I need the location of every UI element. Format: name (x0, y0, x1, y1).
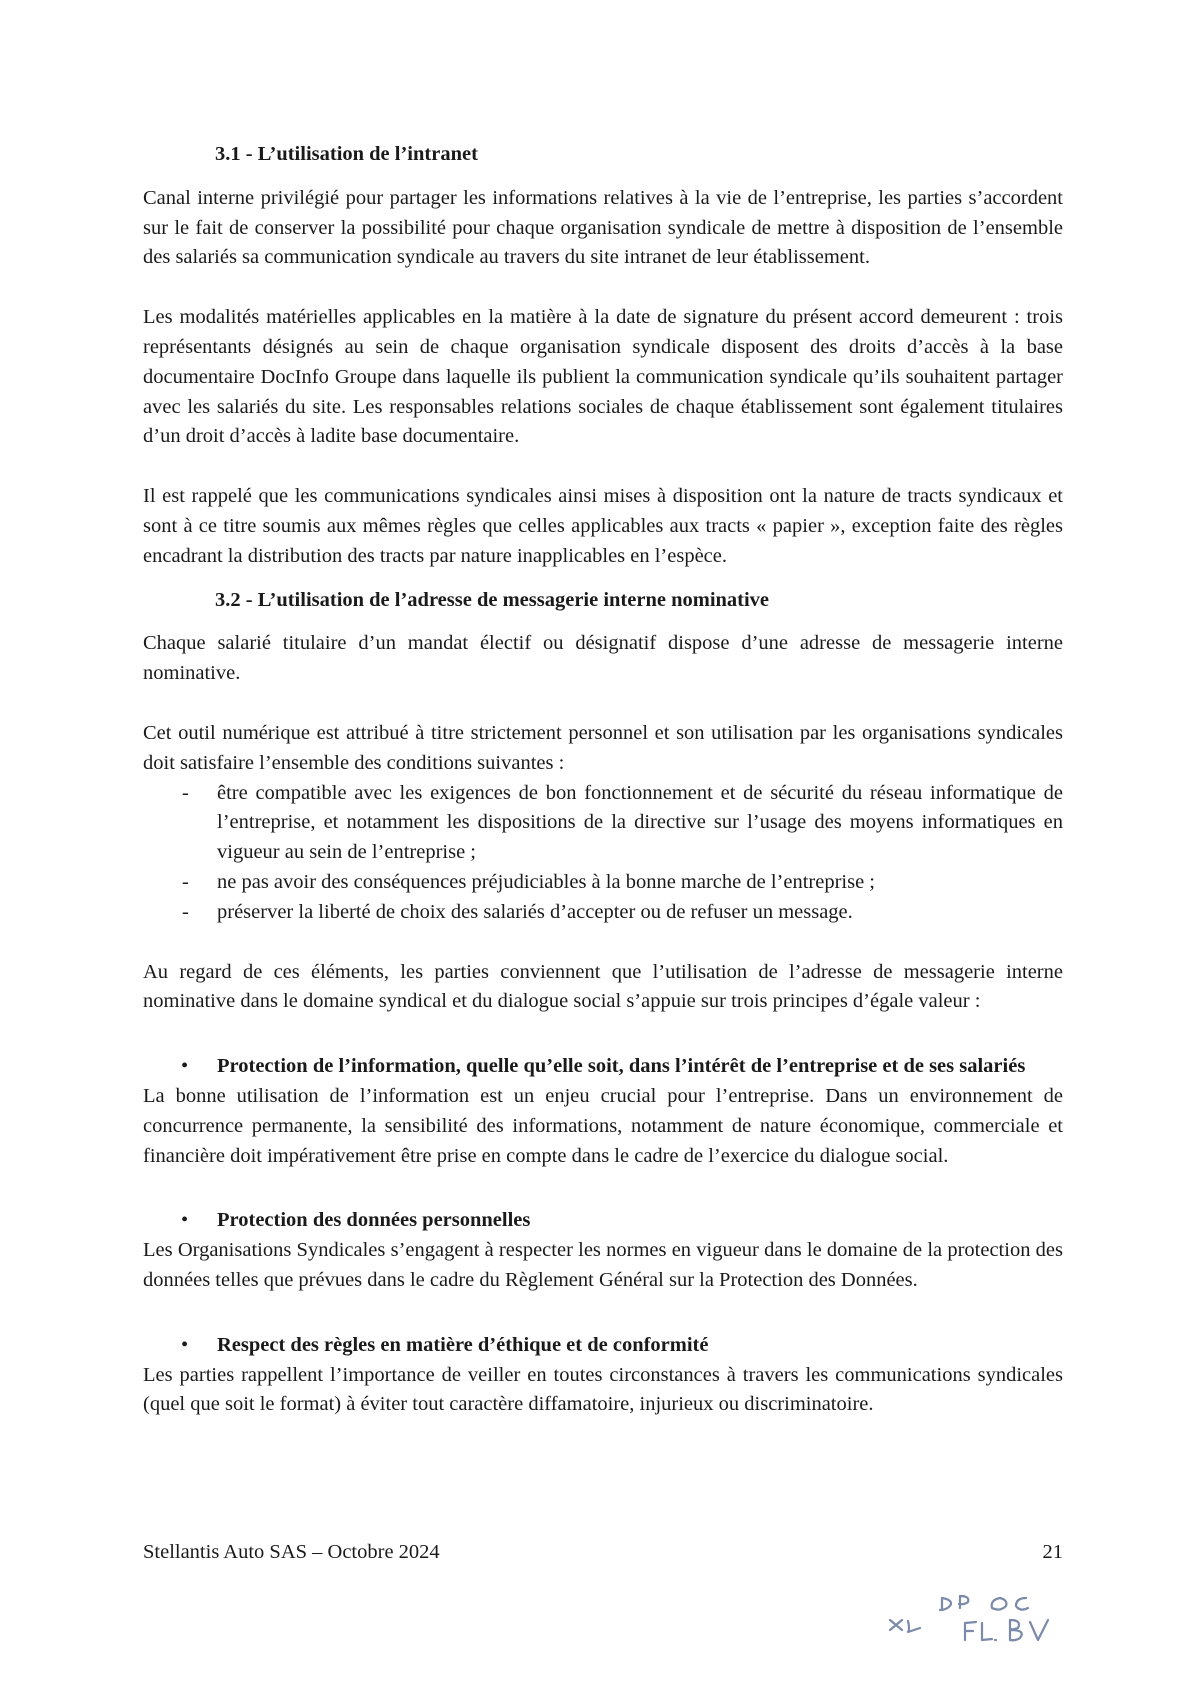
paragraph-conditions-intro: Cet outil numérique est attribué à titre strictement personnel et son utilisation par les organisations syndicales doit satisfaire l’ensemble des conditions suivantes : (143, 721, 1063, 774)
condition-text: être compatible avec les exigences de bon fonctionnement et de sécurité du réseau informatique de l’entreprise, et notamment les dispositions de la directive sur l’usage des moyens informatiques en vigueur au sein de l’entreprise ; (217, 781, 1063, 864)
principle-title: Respect des règles en matière d’éthique et de conformité (217, 1333, 709, 1356)
list-item (143, 779, 1063, 868)
paragraph-intranet-access: Les modalités matérielles applicables en la matière à la date de signature du présent accord demeurent : trois représentants désignés au sein de chaque organisation syndicale disposent des droits d’accès à la base documentaire DocInfo Groupe dans laquelle ils publient la communication syndicale qu’ils souhaitent partager avec les salariés du site. Les responsables relations sociales de chaque établissement sont également titulaires d’un droit d’accès à ladite base documentaire. (143, 306, 1063, 448)
paragraph-intranet-tracts: Il est rappelé que les communications syndicales ainsi mises à disposition ont la nature de tracts syndicaux et sont à ce titre soumis aux mêmes règles que celles applicables aux tracts « papier », exception faite des règles encadrant la distribution des tracts par nature inapplicables en l’espèce. (143, 485, 1063, 567)
section-3-1-heading: 3.1 - L’utilisation de l’intranet (215, 143, 478, 165)
conditions-list (143, 779, 1063, 928)
page-number: 21 (1042, 1541, 1063, 1563)
principle-heading-ethics (143, 1331, 1063, 1361)
bullet-marker: • (181, 1209, 189, 1232)
list-marker: - (182, 870, 189, 893)
principle-text-information: La bonne utilisation de l’information est un enjeu crucial pour l’entreprise. Dans un environnement de concurrence permanente, la sensibilité des informations, notamment de nature économique, commerciale et financière doit impérativement être prise en compte dans le cadre de l’exercice du dialogue social. (143, 1084, 1063, 1167)
handwritten-initials (870, 1578, 1070, 1658)
list-marker: - (182, 781, 189, 804)
principle-heading-information (143, 1052, 1063, 1082)
condition-text: préserver la liberté de choix des salariés d’accepter ou de refuser un message. (217, 900, 853, 923)
list-item (143, 898, 1063, 928)
paragraph-messaging-intro: Chaque salarié titulaire d’un mandat électif ou désignatif dispose d’une adresse de messagerie interne nominative. (143, 632, 1063, 685)
principle-heading-personal-data (143, 1206, 1063, 1236)
document-page (143, 140, 1063, 1420)
list-item (143, 868, 1063, 898)
bullet-marker: • (181, 1055, 189, 1078)
bullet-marker: • (181, 1333, 189, 1356)
condition-text: ne pas avoir des conséquences préjudiciables à la bonne marche de l’entreprise ; (217, 870, 876, 893)
footer-company-date: Stellantis Auto SAS – Octobre 2024 (143, 1541, 440, 1563)
paragraph-intranet-purpose: Canal interne privilégié pour partager les informations relatives à la vie de l’entreprise, les parties s’accordent sur le fait de conserver la possibilité pour chaque organisation syndicale de mettre à disposition de l’ensemble des salariés sa communication syndicale au travers du site intranet de leur établissement. (143, 186, 1063, 269)
principle-text-personal-data: Les Organisations Syndicales s’engagent à respecter les normes en vigueur dans le domaine de la protection des données telles que prévues dans le cadre du Règlement Général sur la Protection des Données. (143, 1239, 1063, 1291)
list-marker: - (182, 900, 189, 923)
principle-title: Protection de l’information, quelle qu’elle soit, dans l’intérêt de l’entreprise et de ses salariés (217, 1055, 1026, 1078)
page-footer (143, 1537, 1063, 1567)
paragraph-principles-intro: Au regard de ces éléments, les parties conviennent que l’utilisation de l’adresse de messagerie interne nominative dans le domaine syndical et du dialogue social s’appuie sur trois principes d’égale valeur : (143, 960, 1063, 1013)
principle-text-ethics: Les parties rappellent l’importance de veiller en toutes circonstances à travers les communications syndicales (quel que soit le format) à éviter tout caractère diffamatoire, injurieux ou discriminatoire. (143, 1363, 1063, 1416)
principle-title: Protection des données personnelles (217, 1209, 531, 1232)
section-3-2-heading: 3.2 - L’utilisation de l’adresse de messagerie interne nominative (215, 588, 770, 611)
